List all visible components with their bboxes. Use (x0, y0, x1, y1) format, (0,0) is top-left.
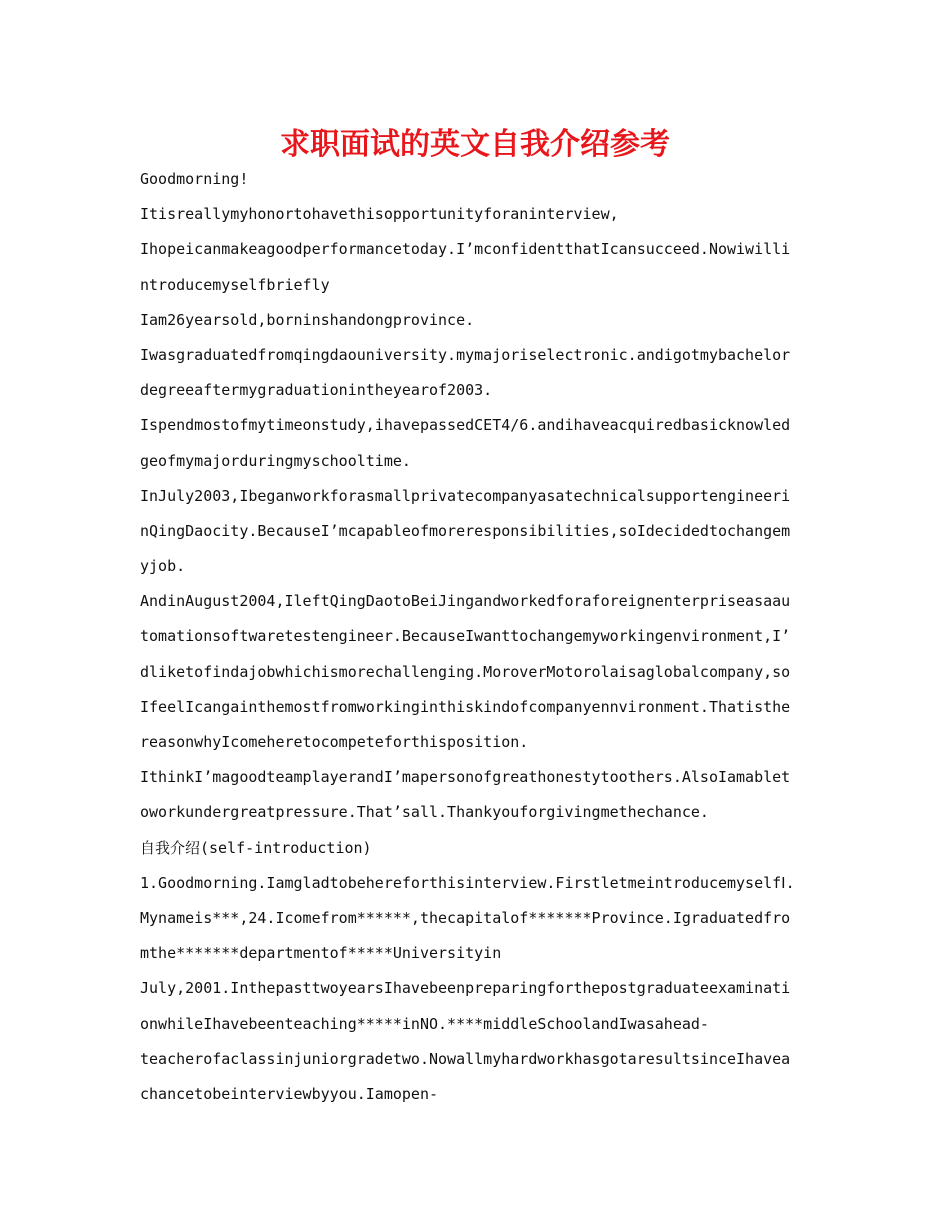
body-line: teacherofaclassinjuniorgradetwo.NowallmyhardworkhasgotaresultsinceIhavea (140, 1049, 791, 1068)
body-line: dliketofindajobwhichismorechallenging.MoroverMotorolaisaglobalcompany,so (140, 662, 791, 681)
body-line: tomationsoftwaretestengineer.BecauseIwanttochangemyworkingenvironment,I’ (140, 627, 791, 646)
document-body (140, 162, 812, 1112)
body-line: oworkundergreatpressure.That’sall.Thankyouforgivingmethechance. (140, 803, 709, 822)
body-line: onwhileIhavebeenteaching*****inNO.****middleSchoolandIwasahead- (140, 1014, 709, 1033)
body-line: geofmymajorduringmyschooltime. (140, 451, 411, 470)
document-title: 求职面试的英文自我介绍参考 (280, 127, 670, 162)
body-line: degreeaftermygraduationintheyearof2003. (140, 381, 493, 400)
body-line: Mynameis***,24.Icomefrom******,thecapitalof*******Province.Igraduatedfro (140, 908, 791, 927)
body-line: Goodmorning! (140, 170, 249, 188)
body-line: 1.Goodmorning.Iamgladtobehereforthisinterview.FirstletmeintroducemyselfⅠ. (140, 873, 795, 892)
body-line: InJuly2003,Ibeganworkforasmallprivatecompanyasatechnicalsupportengineeri (140, 486, 791, 505)
body-line: AndinAugust2004,IleftQingDaotoBeiJingandworkedforaforeignenterpriseasaau (140, 592, 791, 611)
body-line: Iam26yearsold,borninshandongprovince. (140, 310, 475, 329)
body-line: IfeelIcangainthemostfromworkinginthiskindofcompanyennvironment.Thatisthe (140, 697, 791, 716)
section-heading: 自我介绍(self-introduction) (140, 838, 372, 857)
body-line: yjob. (140, 557, 186, 576)
body-line: chancetobeinterviewbyyou.Iamopen- (140, 1084, 439, 1103)
body-line: Itisreallymyhonortohavethisopportunityforaninterview, (140, 205, 619, 224)
body-line: mthe*******departmentof*****Universityin (140, 944, 502, 963)
body-line: Ispendmostofmytimeonstudy,ihavepassedCET4/6.andihaveacquiredbasicknowled (140, 416, 791, 435)
body-line: July,2001.InthepasttwoyearsIhavebeenpreparingforthepostgraduateexaminati (140, 979, 791, 998)
body-line: nQingDaocity.BecauseI’mcapableofmoreresponsibilities,soIdecidedtochangem (140, 521, 791, 540)
body-line: reasonwhyIcomeheretocompeteforthisposition. (140, 733, 529, 751)
body-line: IthinkI’magoodteamplayerandI’mapersonofgreathonestytoothers.AlsoIamablet (140, 768, 791, 787)
body-line: Ihopeicanmakeagoodperformancetoday.I’mconfidentthatIcansucceed.Nowiwilli (140, 240, 791, 259)
body-line: ntroducemyselfbriefly (140, 275, 330, 294)
body-line: Iwasgraduatedfromqingdaouniversity.mymajoriselectronic.andigotmybachelor (140, 345, 791, 364)
